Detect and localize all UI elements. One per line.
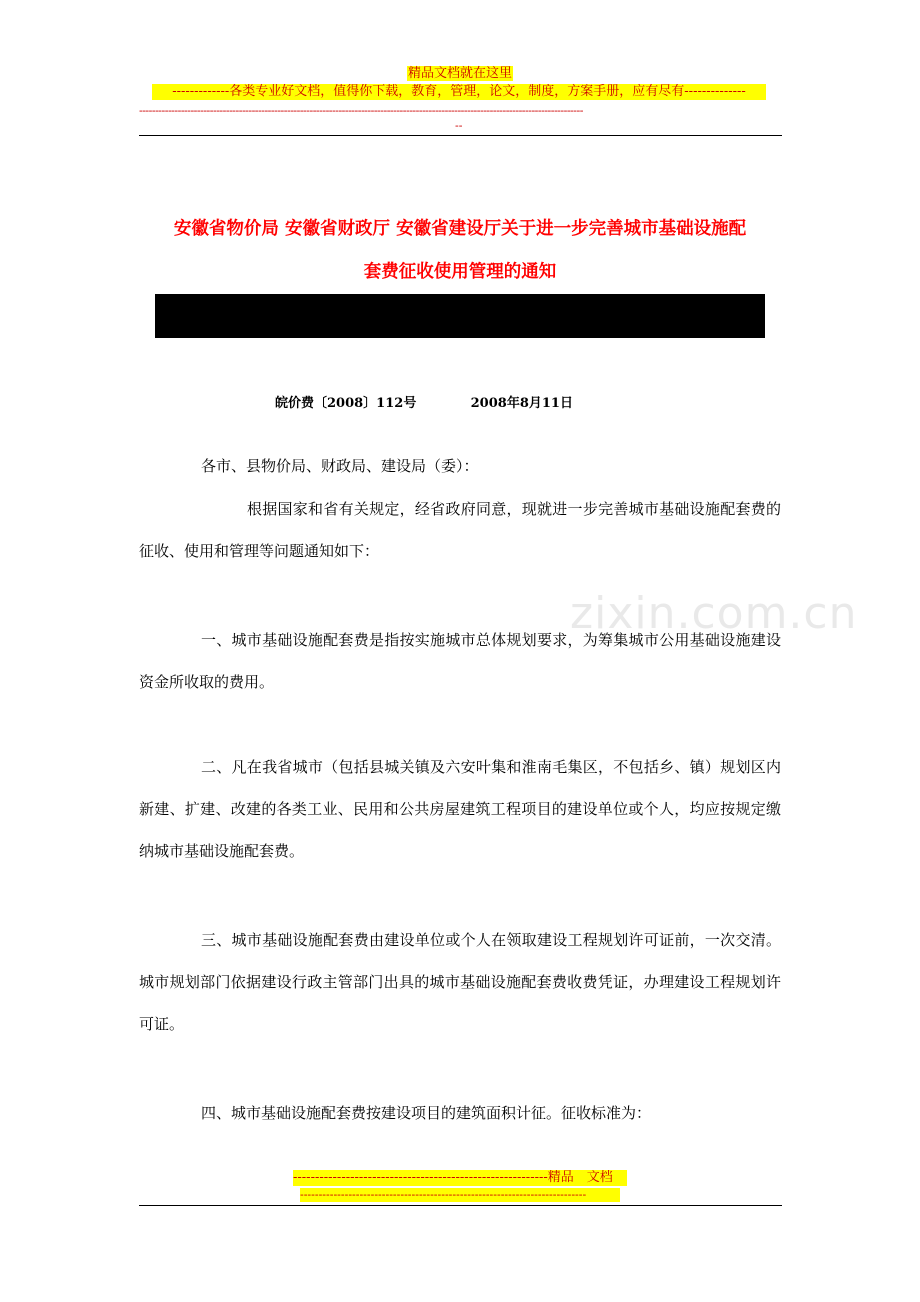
paragraph-item-2: 二、凡在我省城市（包括县城关镇及六安叶集和淮南毛集区，不包括乡、镇）规划区内新建、扩建、改建的各类工业、民用和公共房屋建筑工程项目的建设单位或个人，均应按规定缴纳城市基础设施配套费。 bbox=[139, 758, 781, 860]
header-dash-line: ------------------------------------------------------------------------------------------------------------------------------------------ bbox=[139, 104, 583, 117]
footer-line2: ----------------------------------------------------------------------------- bbox=[300, 1188, 620, 1202]
document-title-line1: 安徽省物价局 安徽省财政厅 安徽省建设厅关于进一步完善城市基础设施配 bbox=[173, 219, 747, 239]
header-banner: -------------各类专业好文档，值得你下载，教育，管理，论文，制度，方案手册，应有尽有-------------- bbox=[152, 84, 766, 100]
document-meta bbox=[275, 395, 573, 413]
footer-rule bbox=[139, 1205, 782, 1206]
paragraph-item-4: 四、城市基础设施配套费按建设项目的建筑面积计征。征收标准为： bbox=[201, 1104, 652, 1122]
header-rule bbox=[139, 135, 782, 136]
paragraph-item-1: 一、城市基础设施配套费是指按实施城市总体规划要求，为筹集城市公用基础设施建设资金所收取的费用。 bbox=[139, 631, 781, 691]
document-date: 2008年8月11日 bbox=[470, 396, 573, 411]
header-tag bbox=[0, 66, 920, 82]
footer-line1: ----------------------------------------------------------精品 文档 bbox=[293, 1170, 627, 1186]
header-tag-text: 精品文档就在这里 bbox=[407, 66, 512, 81]
intro-paragraph: 根据国家和省有关规定，经省政府同意，现就进一步完善城市基础设施配套费的征收、使用和管理等问题通知如下： bbox=[139, 500, 781, 560]
header-dash-tail: -- bbox=[455, 119, 463, 132]
document-number: 皖价费〔2008〕112号 bbox=[275, 396, 417, 411]
watermark: zixin.com.cn bbox=[570, 588, 858, 639]
redaction-bar bbox=[155, 294, 765, 338]
paragraph-item-3: 三、城市基础设施配套费由建设单位或个人在领取建设工程规划许可证前，一次交清。城市规划部门依据建设行政主管部门出具的城市基础设施配套费收费凭证，办理建设工程规划许可证。 bbox=[139, 931, 781, 1033]
salutation: 各市、县物价局、财政局、建设局（委）： bbox=[201, 457, 479, 475]
document-title-line2: 套费征收使用管理的通知 bbox=[363, 262, 557, 282]
